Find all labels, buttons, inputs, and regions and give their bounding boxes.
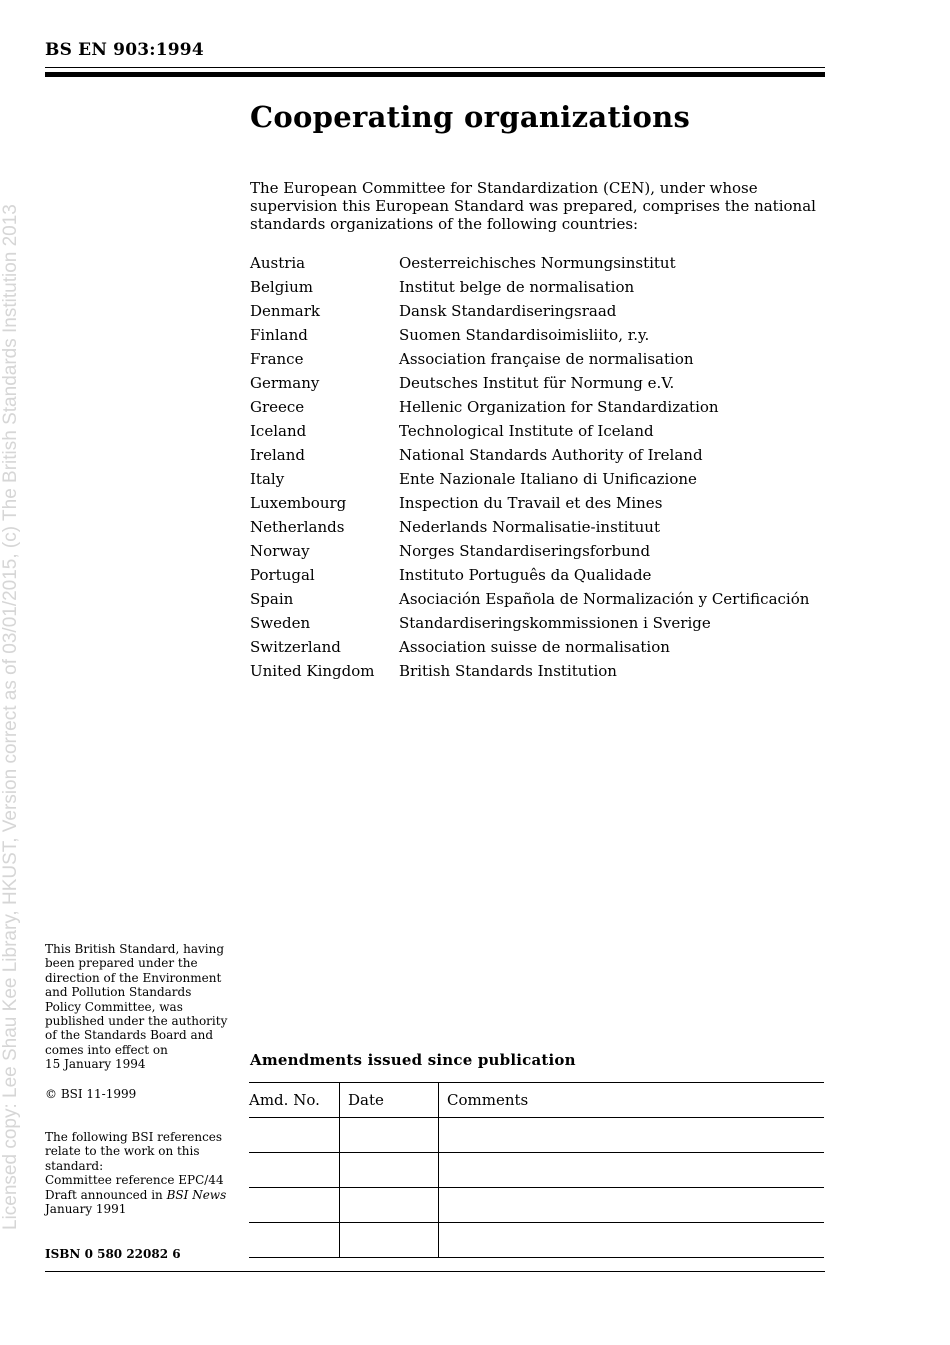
amendment-cell bbox=[439, 1223, 825, 1258]
copyright-text: © BSI 11-1999 bbox=[45, 1087, 137, 1101]
organization-name: National Standards Authority of Ireland bbox=[399, 446, 703, 464]
draft-prefix: Draft announced in bbox=[45, 1187, 163, 1202]
bsi-references bbox=[45, 1130, 230, 1216]
organizations-list bbox=[250, 251, 830, 683]
amendment-row bbox=[249, 1223, 824, 1258]
amendment-cell bbox=[249, 1118, 340, 1153]
amendment-cell bbox=[340, 1153, 439, 1188]
publication-note bbox=[45, 942, 230, 1072]
amendment-cell bbox=[439, 1118, 825, 1153]
amendments-header-row bbox=[249, 1083, 824, 1118]
amendment-cell bbox=[249, 1188, 340, 1223]
organization-row bbox=[250, 395, 830, 419]
amendment-cell bbox=[340, 1223, 439, 1258]
organization-name: Dansk Standardiseringsraad bbox=[399, 302, 617, 320]
organization-name: Hellenic Organization for Standardization bbox=[399, 398, 719, 416]
organization-row bbox=[250, 587, 830, 611]
copyright-note bbox=[45, 1087, 230, 1101]
publication-note-text: This British Standard, having been prepared under the direction of the Environment and Pollution Standards Policy Committee, was published under the authority of the Standards Board and comes into effect on bbox=[45, 942, 228, 1057]
organization-row bbox=[250, 371, 830, 395]
organization-row bbox=[250, 323, 830, 347]
organization-row bbox=[250, 515, 830, 539]
amendment-cell bbox=[439, 1188, 825, 1223]
page-title: Cooperating organizations bbox=[250, 100, 691, 134]
effective-date: 15 January 1994 bbox=[45, 1057, 146, 1072]
amendments-table bbox=[249, 1082, 824, 1258]
organization-name: Suomen Standardisoimisliito, r.y. bbox=[399, 326, 650, 344]
amendment-row bbox=[249, 1153, 824, 1188]
header-rule-thick bbox=[45, 72, 825, 77]
organization-row bbox=[250, 611, 830, 635]
column-header-amd-no: Amd. No. bbox=[249, 1083, 340, 1118]
organization-country: Finland bbox=[250, 326, 308, 344]
organization-country: Belgium bbox=[250, 278, 313, 296]
organization-country: Germany bbox=[250, 374, 320, 392]
organization-name: Technological Institute of Iceland bbox=[399, 422, 654, 440]
organization-name: Association française de normalisation bbox=[399, 350, 694, 368]
organization-name: British Standards Institution bbox=[399, 662, 617, 680]
organization-name: Inspection du Travail et des Mines bbox=[399, 494, 663, 512]
organization-name: Norges Standardiseringsforbund bbox=[399, 542, 651, 560]
organization-country: Netherlands bbox=[250, 518, 345, 536]
organization-country: France bbox=[250, 350, 304, 368]
organization-row bbox=[250, 467, 830, 491]
organization-country: United Kingdom bbox=[250, 662, 375, 680]
draft-date: January 1991 bbox=[45, 1202, 127, 1217]
organization-name: Standardiseringskommissionen i Sverige bbox=[399, 614, 711, 632]
organization-row bbox=[250, 419, 830, 443]
amendment-row bbox=[249, 1118, 824, 1153]
amendment-cell bbox=[439, 1153, 825, 1188]
footer-rule bbox=[45, 1271, 825, 1272]
organization-country: Sweden bbox=[250, 614, 311, 632]
amendment-cell bbox=[340, 1188, 439, 1223]
header-rule-thin bbox=[45, 67, 825, 68]
organization-country: Italy bbox=[250, 470, 285, 488]
organization-country: Portugal bbox=[250, 566, 315, 584]
organization-country: Norway bbox=[250, 542, 310, 560]
organization-name: Ente Nazionale Italiano di Unificazione bbox=[399, 470, 697, 488]
draft-announcement bbox=[45, 1188, 230, 1202]
column-header-comments: Comments bbox=[439, 1083, 825, 1118]
organization-row bbox=[250, 299, 830, 323]
organization-name: Oesterreichisches Normungsinstitut bbox=[399, 254, 676, 272]
organization-name: Instituto Português da Qualidade bbox=[399, 566, 652, 584]
intro-paragraph: The European Committee for Standardization (CEN), under whose supervision this European Standard was prepared, comprises the national standards organizations of the following countries: bbox=[250, 179, 816, 233]
organization-row bbox=[250, 251, 830, 275]
organization-name: Asociación Española de Normalización y Certificación bbox=[399, 590, 810, 608]
license-watermark: Licensed copy: Lee Shau Kee Library, HKUST, Version correct as of 03/01/2015, (c) The British Standards Institution 2013 bbox=[0, 204, 21, 1230]
amendment-cell bbox=[340, 1118, 439, 1153]
organization-name: Institut belge de normalisation bbox=[399, 278, 635, 296]
organization-country: Denmark bbox=[250, 302, 320, 320]
organization-row bbox=[250, 539, 830, 563]
organization-country: Austria bbox=[250, 254, 306, 272]
organization-row bbox=[250, 635, 830, 659]
organization-row bbox=[250, 491, 830, 515]
organization-row bbox=[250, 443, 830, 467]
organization-name: Deutsches Institut für Normung e.V. bbox=[399, 374, 675, 392]
amendment-row bbox=[249, 1188, 824, 1223]
references-intro: The following BSI references relate to the work on this standard: bbox=[45, 1130, 223, 1173]
organization-country: Greece bbox=[250, 398, 305, 416]
organization-row bbox=[250, 347, 830, 371]
organization-country: Iceland bbox=[250, 422, 307, 440]
amendment-cell bbox=[249, 1223, 340, 1258]
organization-country: Ireland bbox=[250, 446, 305, 464]
committee-reference: Committee reference EPC/44 bbox=[45, 1173, 224, 1188]
organization-name: Nederlands Normalisatie-instituut bbox=[399, 518, 660, 536]
isbn: ISBN 0 580 22082 6 bbox=[45, 1247, 181, 1261]
organization-row bbox=[250, 563, 830, 587]
draft-source: BSI News bbox=[166, 1187, 227, 1202]
organization-row bbox=[250, 659, 830, 683]
amendment-cell bbox=[249, 1153, 340, 1188]
organization-name: Association suisse de normalisation bbox=[399, 638, 670, 656]
organization-country: Luxembourg bbox=[250, 494, 347, 512]
organization-row bbox=[250, 275, 830, 299]
document-code: BS EN 903:1994 bbox=[45, 40, 204, 60]
organization-country: Switzerland bbox=[250, 638, 341, 656]
amendments-title: Amendments issued since publication bbox=[250, 1051, 576, 1069]
organization-country: Spain bbox=[250, 590, 294, 608]
column-header-date: Date bbox=[340, 1083, 439, 1118]
